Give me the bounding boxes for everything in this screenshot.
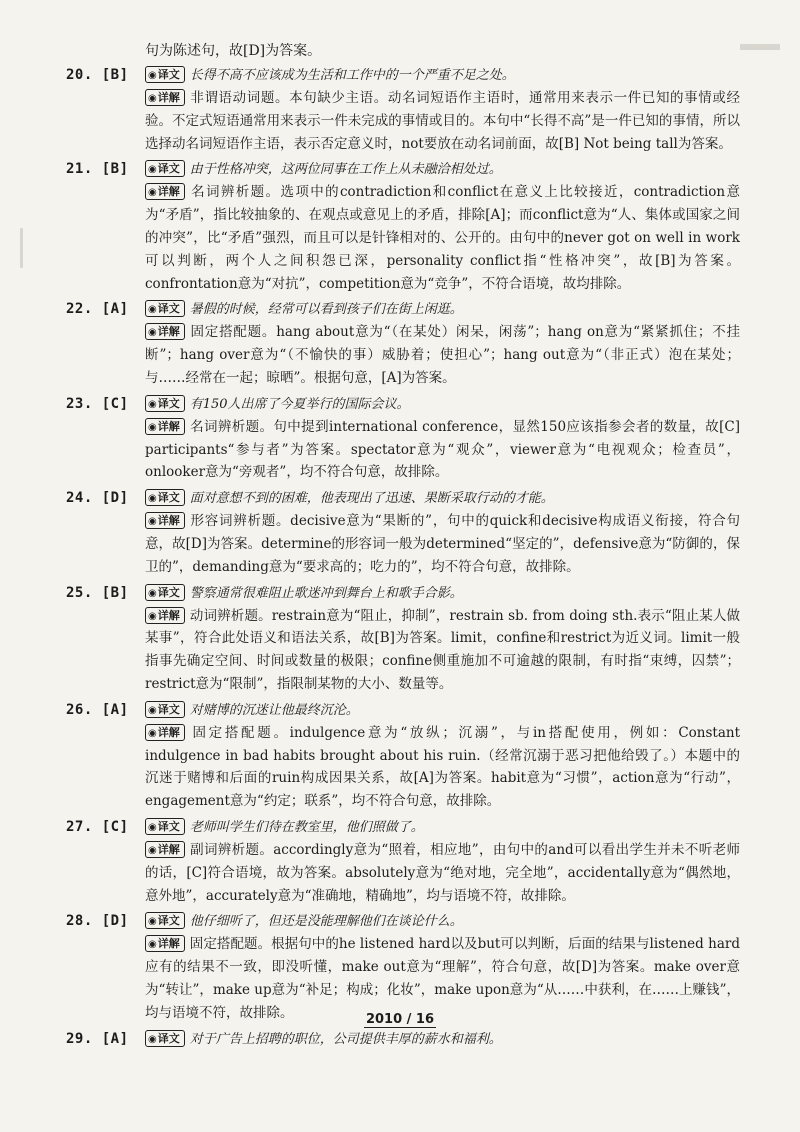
explanation-badge (145, 89, 185, 106)
explanation-text: 副词辨析题。accordingly意为“照着，相应地”，由句中的and可以看出学生并未不听老师的话，[C]符合语境，故为答案。absolutely意为“绝对地，完全地”，accidentally意为“偶然地，意外地”，accurately意为“准确地，精确地”，均与语境不符，故排除。 (145, 841, 740, 904)
answer-list (0, 64, 800, 1054)
explanation-badge (145, 841, 185, 858)
explanation-row (0, 605, 800, 696)
translation-badge (145, 395, 185, 412)
explanation-badge-text: 详解 (157, 185, 180, 199)
translation-text: 由于性格冲突，这两位同事在工作上从未融洽相处过。 (189, 162, 502, 178)
question-number: 21. [B] (66, 161, 129, 178)
explanation-badge-text: 详解 (157, 608, 180, 622)
badge-bullet-icon: ◉ (148, 821, 157, 833)
translation-text: 警察通常很难阻止歌迷冲到舞台上和歌手合影。 (189, 585, 463, 601)
translation-text: 老师叫学生们待在教室里，他们照做了。 (189, 819, 424, 835)
badge-bullet-icon: ◉ (148, 939, 157, 951)
translation-badge-text: 译文 (157, 68, 180, 81)
translation-badge (145, 489, 185, 506)
translation-badge-text: 译文 (157, 396, 180, 410)
explanation-badge (145, 724, 185, 741)
explanation-badge (145, 323, 185, 340)
answer-item (0, 487, 800, 578)
translation-text: 面对意想不到的困难，他表现出了迅速、果断采取行动的才能。 (189, 491, 554, 507)
translation-badge (145, 300, 185, 317)
question-number: 27. [C] (66, 818, 129, 835)
translation-badge-text: 译文 (157, 819, 180, 833)
translation-badge (145, 584, 185, 601)
translation-badge-text: 译文 (157, 914, 180, 928)
badge-bullet-icon: ◉ (148, 398, 157, 410)
translation-row (0, 158, 800, 181)
question-number: 22. [A] (66, 301, 129, 318)
page-number (0, 1012, 800, 1027)
badge-bullet-icon: ◉ (148, 610, 157, 622)
explanation-badge (145, 935, 185, 952)
explanation-badge (145, 607, 185, 624)
translation-text: 他仔细听了，但还是没能理解他们在谈论什么。 (189, 914, 463, 930)
answer-item (0, 1028, 800, 1051)
translation-row (0, 487, 800, 510)
explanation-row (0, 87, 800, 155)
answer-item (0, 158, 800, 295)
translation-text: 有150人出席了今夏举行的国际会议。 (189, 396, 410, 412)
explanation-row (0, 321, 800, 389)
explanation-badge-text: 详解 (157, 514, 180, 528)
explanation-text: 固定搭配题。根据句中的he listened hard以及but可以判断，后面的结果与listened hard应有的结果不一致，即没听懂，make out意为“理解”，符合句意，故[D]为答案。make over意为“转让”，make up意为“补足；构成；化妆”，make upon意为“从……中获利，在……上赚钱”，均与语境不符，故排除。 (145, 936, 740, 1021)
continuation-text: 句为陈述句，故[D]为答案。 (145, 43, 322, 59)
question-number: 24. [D] (66, 490, 129, 507)
translation-badge (145, 912, 185, 929)
explanation-row (0, 933, 800, 1024)
translation-badge (145, 1030, 185, 1047)
badge-bullet-icon: ◉ (148, 187, 157, 199)
explanation-text: 固定搭配题。indulgence意为“放纵；沉溺”，与in搭配使用，例如：Constant indulgence in bad habits brought about his ruin.（经常沉溺于恶习把他给毁了。）本题中的沉迷于赌博和后面的ruin构成因果关系，故[A]为答案。habit意为“习惯”，action意为“行动”，engagement意为“约定；联系”，均不符合句意，故排除。 (145, 724, 740, 810)
explanation-row (0, 722, 800, 813)
translation-row (0, 582, 800, 605)
answer-item (0, 64, 800, 155)
badge-bullet-icon: ◉ (148, 587, 157, 599)
explanation-badge-text: 详解 (157, 937, 180, 951)
explanation-row (0, 181, 800, 295)
explanation-badge-text: 详解 (157, 725, 180, 739)
translation-badge (145, 701, 185, 718)
badge-bullet-icon: ◉ (148, 164, 157, 176)
answer-item (0, 298, 800, 389)
answer-item (0, 582, 800, 696)
explanation-badge-text: 详解 (157, 325, 180, 339)
translation-badge (145, 66, 185, 83)
question-number: 26. [A] (66, 701, 129, 718)
translation-row (0, 393, 800, 416)
explanation-badge-text: 详解 (157, 91, 180, 104)
question-number: 25. [B] (66, 584, 129, 601)
explanation-text: 非谓语动词题。本句缺少主语。动名词短语作主语时，通常用来表示一件已知的事情或经验。不定式短语通常用来表示一件未完成的事情或目的。本句中“长得不高”是一件已知的事情，所以选择动名词短语作主语，表示否定意义时，not要放在动名词前面，故[B] Not being tall为答案。 (145, 90, 740, 152)
translation-row (0, 699, 800, 722)
badge-bullet-icon: ◉ (148, 844, 157, 856)
explanation-text: 固定搭配题。hang about意为“（在某处）闲呆，闲荡”；hang on意为“紧紧抓住；不挂断”；hang over意为“（不愉快的事）威胁着；使担心”；hang out意为“（非正式）泡在某处；与……经常在一起；晾晒”。根据句意，[A]为答案。 (145, 324, 740, 386)
badge-bullet-icon: ◉ (148, 70, 157, 81)
translation-text: 暑假的时候，经常可以看到孩子们在街上闲逛。 (189, 302, 463, 318)
page-number-text: 2010 / 16 (365, 1012, 435, 1027)
explanation-badge (145, 418, 185, 435)
translation-badge-text: 译文 (157, 302, 180, 316)
answer-item (0, 910, 800, 1024)
answer-item (0, 816, 800, 907)
translation-row (0, 816, 800, 839)
translation-badge-text: 译文 (157, 491, 180, 505)
badge-bullet-icon: ◉ (148, 727, 157, 739)
translation-row (0, 1028, 800, 1051)
translation-badge (145, 818, 185, 835)
answer-item (0, 699, 800, 813)
badge-bullet-icon: ◉ (148, 327, 157, 339)
badge-bullet-icon: ◉ (148, 93, 157, 104)
badge-bullet-icon: ◉ (148, 704, 157, 716)
explanation-badge (145, 512, 185, 529)
translation-text: 对赌博的沉迷让他最终沉沦。 (189, 702, 359, 718)
translation-row (0, 910, 800, 933)
explanation-badge-text: 详解 (157, 842, 180, 856)
explanation-row (0, 839, 800, 907)
badge-bullet-icon: ◉ (148, 304, 157, 316)
badge-bullet-icon: ◉ (148, 516, 157, 528)
answer-item (0, 393, 800, 484)
question-number: 28. [D] (66, 913, 129, 930)
translation-badge-text: 译文 (157, 585, 180, 599)
explanation-text: 动词辨析题。restrain意为“阻止，抑制”，restrain sb. from doing sth.表示“阻止某人做某事”，符合此处语义和语法关系，故[B]为答案。limit，confine和restrict为近义词。limit一般指事先确定空间、时间或数量的极限；confine侧重施加不可逾越的限制，有时指“束缚，囚禁”；restrict意为“限制”，指限制某物的大小、数量等。 (145, 607, 740, 692)
explanation-badge-text: 详解 (157, 419, 180, 433)
question-number: 20. [B] (66, 67, 129, 83)
badge-bullet-icon: ◉ (148, 916, 157, 928)
translation-row (0, 64, 800, 87)
explanation-badge (145, 183, 185, 200)
explanation-row (0, 510, 800, 578)
translation-text: 长得不高不应该成为生活和工作中的一个严重不足之处。 (189, 68, 515, 83)
badge-bullet-icon: ◉ (148, 493, 157, 505)
translation-row (0, 298, 800, 321)
translation-badge-text: 译文 (157, 162, 180, 176)
explanation-text: 形容词辨析题。decisive意为“果断的”，句中的quick和decisive构成语义衔接，符合句意，故[D]为答案。determine的形容词一般为determined“坚定的”，defensive意为“防御的，保卫的”，demanding意为“要求高的；吃力的”，均不符合句意，故排除。 (145, 513, 740, 575)
translation-badge (145, 160, 185, 177)
scan-artifact (740, 44, 780, 50)
explanation-row (0, 416, 800, 484)
explanation-text: 名词辨析题。选项中的contradiction和conflict在意义上比较接近，contradiction意为“矛盾”，指比较抽象的、在观点或意见上的矛盾，排除[A]；而conflict意为“人、集体或国家之间的冲突”，比“矛盾”强烈，而且可以是针锋相对的、公开的。由句中的never got on well in work可以判断，两个人之间积怨已深，personality conflict指“性格冲突”，故[B]为答案。confrontation意为“对抗”，competition意为“竞争”，不符合语境，故均排除。 (145, 184, 740, 292)
translation-badge-text: 译文 (157, 1031, 180, 1045)
translation-text: 对于广告上招聘的职位，公司提供丰厚的薪水和福利。 (189, 1031, 502, 1047)
badge-bullet-icon: ◉ (148, 421, 157, 433)
translation-badge-text: 译文 (157, 702, 180, 716)
explanation-text: 名词辨析题。句中提到international conference，显然150应该指参会者的数量，故[C] participants“参与者”为答案。spectator意为“观众”，viewer意为“电视观众；检查员”，onlooker意为“旁观者”，均不符合句意，故排除。 (145, 418, 740, 481)
question-number: 29. [A] (66, 1030, 129, 1047)
question-number: 23. [C] (66, 395, 129, 412)
badge-bullet-icon: ◉ (148, 1033, 157, 1045)
